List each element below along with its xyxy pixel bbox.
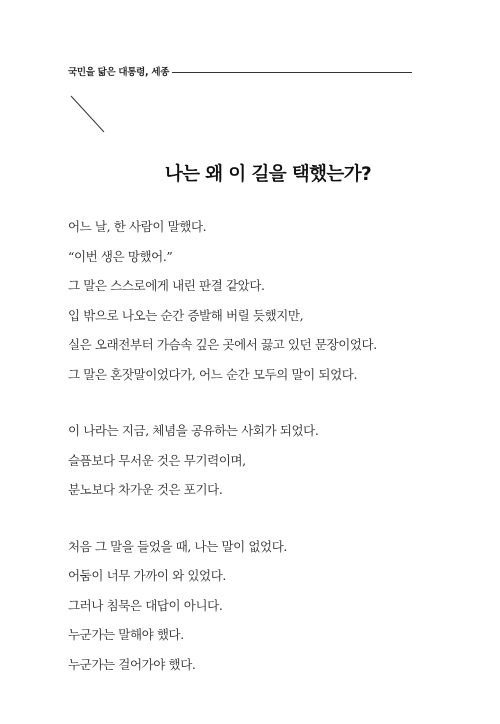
text-line: 누군가는 말해야 했다. [68, 627, 184, 642]
text-line: 슬픔보다 무서운 것은 무기력이며, [68, 452, 246, 468]
text-line: 누군가는 걸어가야 했다. [68, 656, 196, 672]
text-line: 그러나 침묵은 대답이 아니다. [68, 597, 223, 613]
text-line: 실은 오래전부터 가슴속 깊은 곳에서 끓고 있던 문장이었다. [68, 337, 377, 352]
text-line: 그 말은 혼잣말이었다가, 어느 순간 모두의 말이 되었다. [68, 366, 358, 382]
text-line: 어둠이 너무 가까이 와 있었다. [68, 568, 226, 583]
running-header: 국민을 닮은 대통령, 세종 [68, 67, 170, 78]
text-line: 이 나라는 지금, 체념을 공유하는 사회가 되었다. [68, 423, 319, 438]
text-line: 입 밖으로 나오는 순간 증발해 버릴 듯했지만, [68, 307, 304, 323]
text-line: “이번 생은 망했어.” [68, 248, 173, 264]
chapter-title: 나는 왜 이 길을 택했는가? [164, 164, 372, 185]
text-line: 어느 날, 한 사람이 말했다. [68, 219, 207, 234]
paragraph [68, 212, 448, 389]
paragraph [68, 532, 448, 680]
body-text [68, 212, 448, 706]
text-line: 그 말은 스스로에게 내린 판결 같았다. [68, 278, 265, 293]
text-line: 분노보다 차가운 것은 포기다. [68, 482, 223, 497]
paragraph [68, 416, 448, 505]
text-line: 처음 그 말을 들었을 때, 나는 말이 없었다. [68, 538, 287, 554]
